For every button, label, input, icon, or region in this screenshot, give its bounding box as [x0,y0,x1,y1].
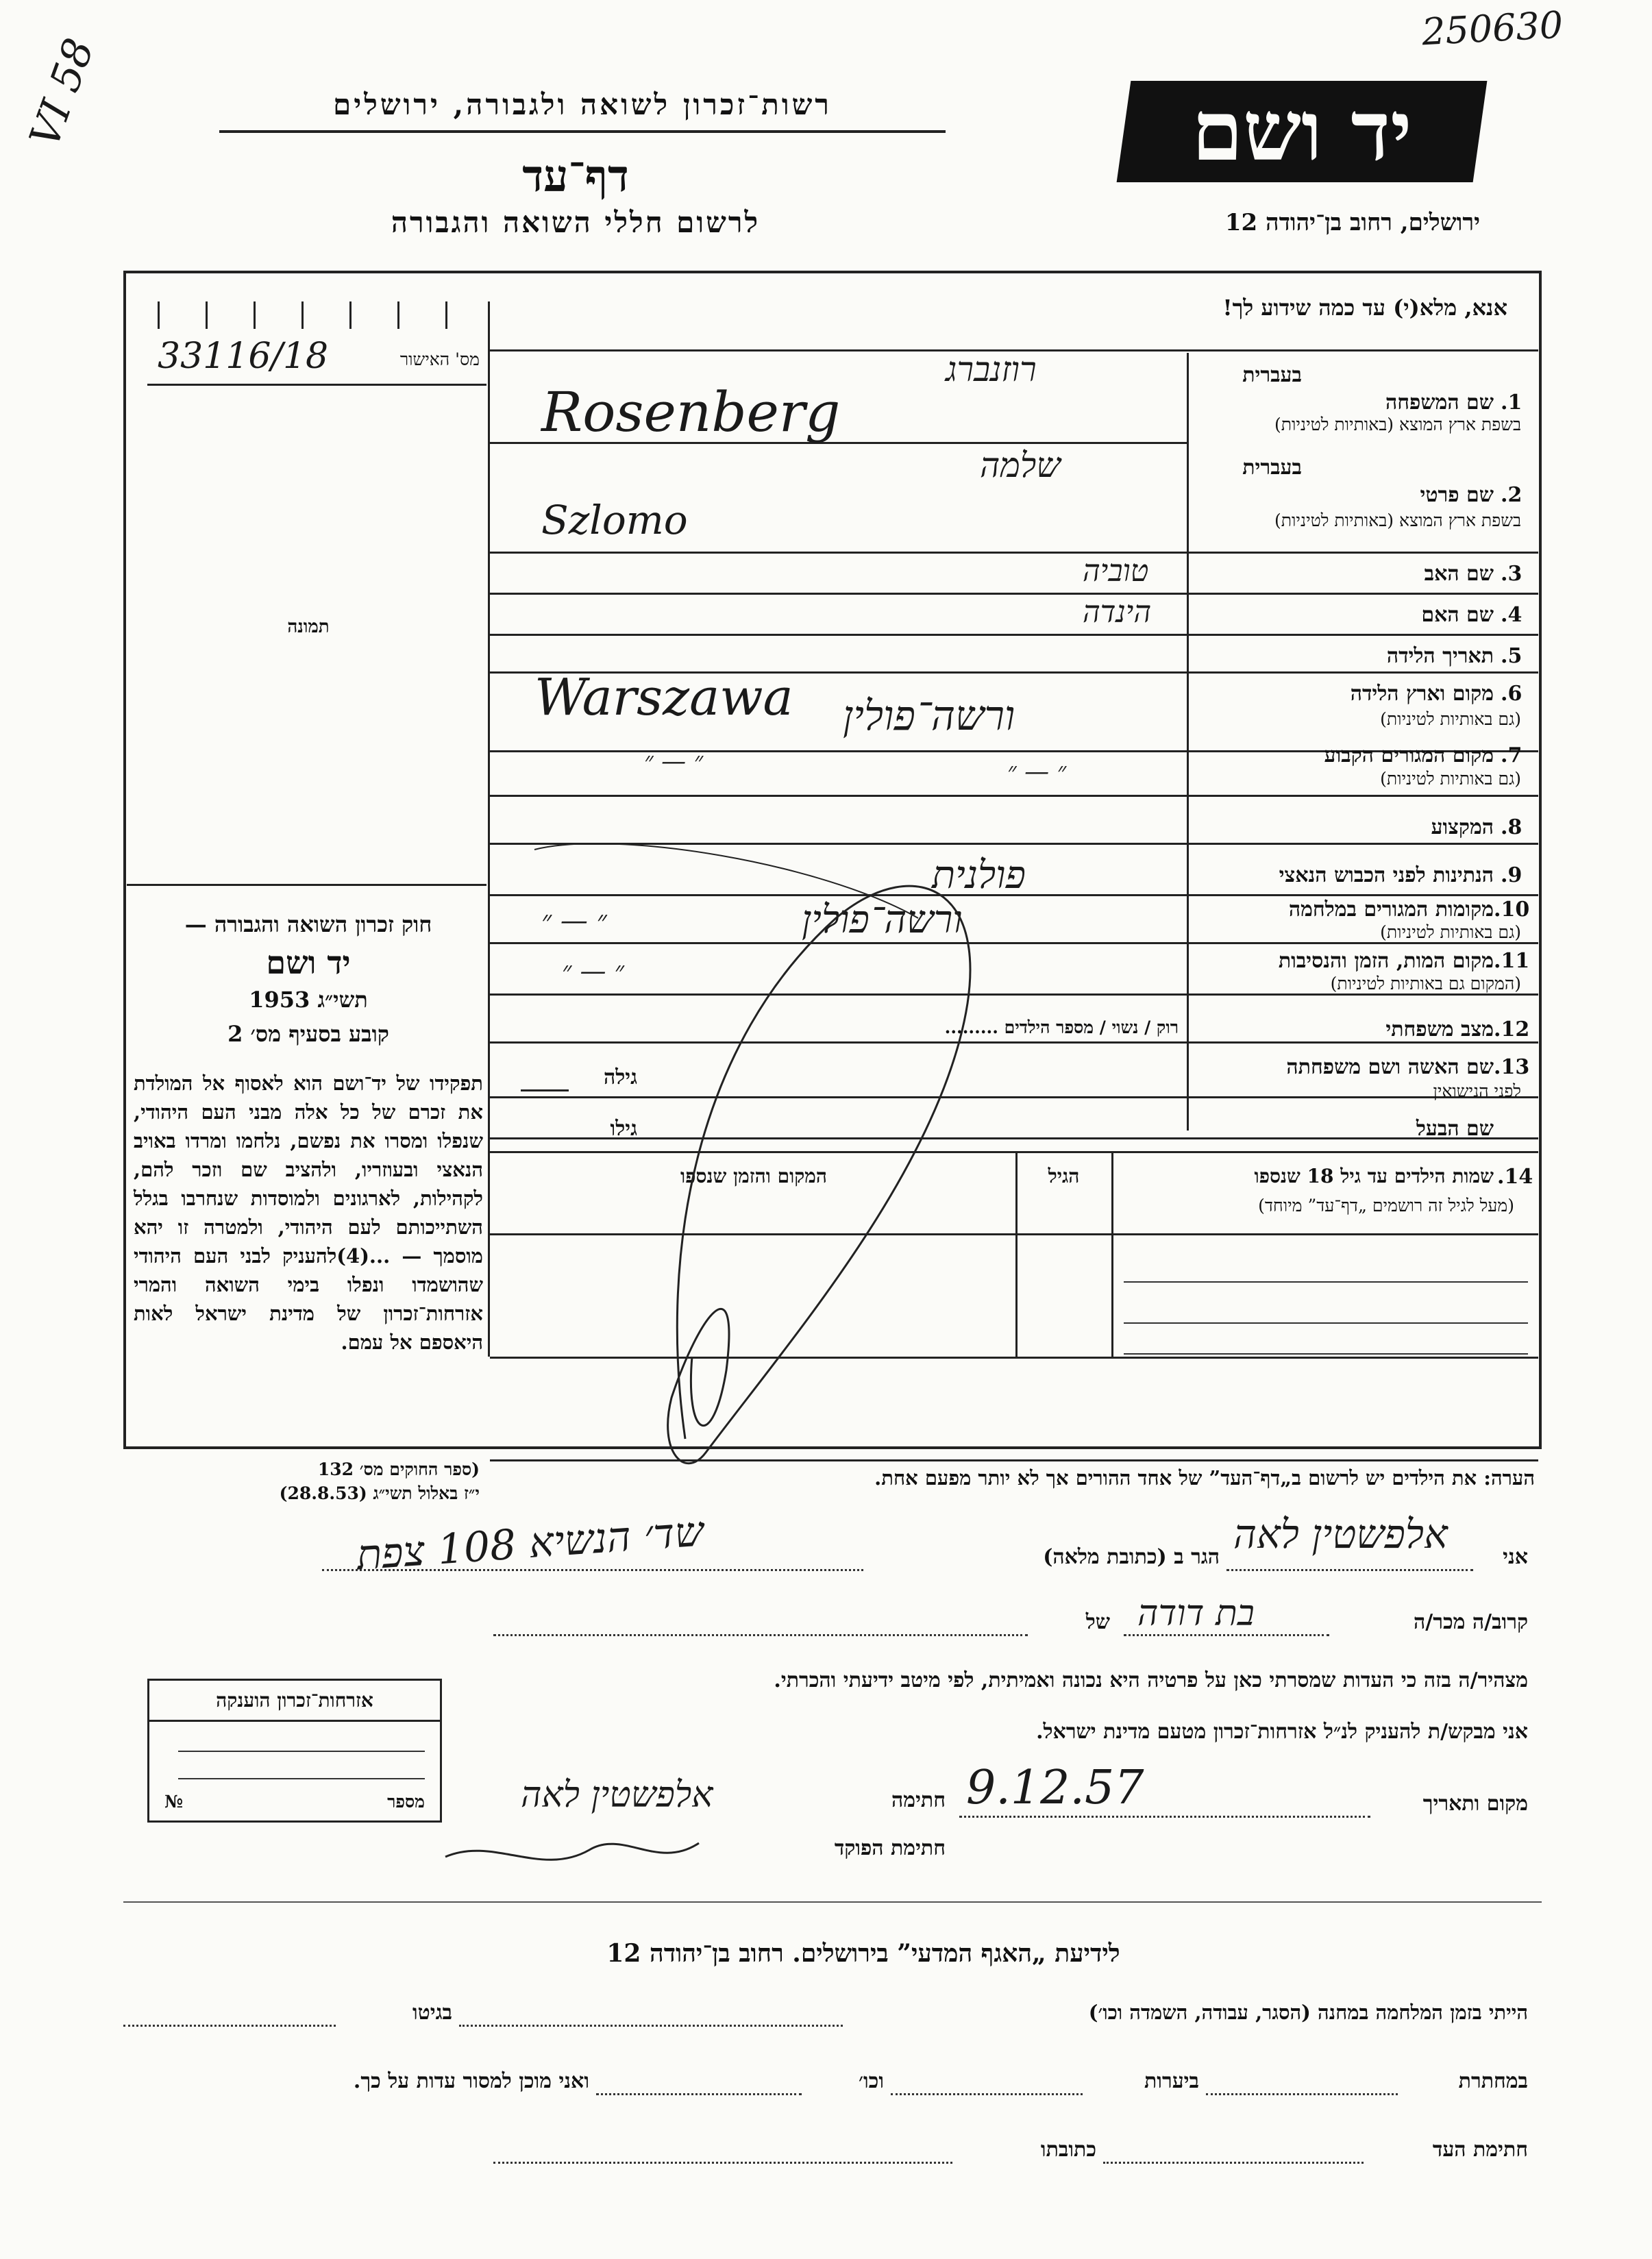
field-11-sub: (המקום גם באותיות לטיניות) [1330,974,1521,993]
footer-witness-sig: חתימת העד [1432,2138,1528,2162]
field-3-value[interactable]: טוביה [1083,554,1149,589]
field-4-label: שם האם [1421,603,1494,627]
field-7-label: מקום המגורים הקבוע [1324,743,1494,767]
field-7-sub: (גם באותיות לטיניות) [1380,769,1521,789]
field-6-value[interactable]: ורשה־פולין [843,692,1015,740]
children-label: שמות הילדים עד גיל 18 שנספו [1254,1165,1494,1187]
footer-line1: הייתי בזמן המלחמה במחנה (הסגר, עבודה, השמדה וכו׳) [1088,2001,1528,2024]
husband-label: שם הבעל [1416,1117,1494,1141]
official-signature-scribble [439,1823,713,1891]
signature-label: חתימה [891,1788,946,1812]
field-9-label: הנתינות לפני הכבוש הנאצי [1279,863,1494,887]
citizenship-number-label: מספר [387,1792,425,1812]
field-1-value-he[interactable]: רוזנברג [946,349,1037,389]
field-6-label: מקום וארץ הלידה [1350,682,1494,706]
field-10-value2[interactable]: ״ — ״ [541,905,607,937]
field-7-num: 7. [1501,743,1522,767]
law-ref-2: י״ז באלול תשי״ג (28.8.53) [279,1483,480,1503]
stamp-number: 250630 [1420,3,1564,54]
footer-title: לידיעת „האגף המדעי” בירושלים. רחוב בן־יהודה 12 [606,1939,1120,1968]
field-1-sub: בשפת ארץ המוצא (באותיות לטיניות) [1274,415,1521,434]
relative-label: קרוב/ה מכר/ה [1414,1610,1528,1634]
field-11-label: מקום המות, הזמן והנסיבות [1278,949,1494,973]
field-10-sub: (גם באותיות לטיניות) [1380,922,1521,942]
registration-number: 33116/18 [158,336,329,377]
field-8-label: המקצוע [1431,815,1494,839]
law-text: תפקידו של יד־ושם הוא לאסוף אל המולדת את זכרם של כל אלה מבני העם היהודי, שנפלו ומסרו את נפשם, נלחמו ומרדו באויב הנאצי ובעוזריו, ולהציב שם וזכר להם, לקהילות, לארגונים ולמוסדות שנחרבו בגלל השתייכותם לעם היהודי, ולמטרה זו יהא מוסמך — ...(4)להעניק לבני העם היהודי שהושמדו ונפלו בימי השואה והמרי אזרחות־זכרון של מדינת ישראל לאות היאספם אל עמם. [134,1072,483,1354]
field-13-sub: לפני הנישואין [1433,1081,1521,1101]
field-9-num: 9. [1501,863,1522,887]
form-purpose: לרשום חללי השואה והגבורה [391,206,761,239]
field-12-value: רוק / נשוי / מספר הילדים ......... [944,1017,1179,1037]
authority-title: רשות־זכרון לשואה ולגבורה, ירושלים [333,88,832,121]
children-age-col: הגיל [1048,1165,1080,1187]
field-4-value[interactable]: הינדה [1083,595,1152,630]
logo-text: יד ושם [1192,83,1412,180]
children-num: 14. [1497,1165,1533,1189]
husband-age-label: גילו [610,1117,637,1141]
field-7-value2[interactable]: ״ — ״ [1007,758,1067,786]
signature-value[interactable]: אלפשטין לאה [521,1775,713,1816]
law-ref-1: (ספר החוקים מס׳ 132 [317,1459,480,1479]
field-13-label: שם האשה ושם משפחתה [1286,1055,1494,1079]
address: ירושלים, רחוב בן־יהודה 12 [1224,209,1480,236]
field-2-sub: בשפת ארץ המוצא (באותיות לטיניות) [1274,510,1521,530]
field-10-num: 10. [1494,898,1530,922]
children-place-col: המקום והזמן שנספו [680,1165,827,1187]
witness-name-value[interactable]: אלפשטין לאה [1233,1511,1448,1557]
field-2-label: שם פרטי [1420,483,1494,507]
citizenship-title: אזרחות־זכרון הוענקה [216,1689,373,1712]
note: הערה: את הילדים יש לרשום ב„דף־העד” של אחד ההורים אך לא יותר מפעם אחת. [874,1466,1535,1490]
date-value[interactable]: 9.12.57 [966,1761,1144,1815]
witness-residing: הגר ב (כתובת מלאה) [1043,1545,1220,1569]
field-2-value-he[interactable]: שלמה [980,445,1061,485]
field-1-value-lat[interactable]: Rosenberg [541,380,841,444]
registration-label: מס' האישור [399,349,480,369]
field-10-value[interactable]: ורשה־פולין [802,898,963,942]
witness-address-value[interactable]: שד׳ הנשיא 108 צפת [355,1507,706,1580]
law-name: יד ושם [266,944,351,981]
declaration: מצהיר/ה בזה כי העדות שמסרתי כאן על פרטיה היא נכונה ואמיתית, לפי מיטב ידיעתי והכרתי. [774,1668,1528,1692]
of-label: של [1085,1610,1110,1634]
field-1-num: 1. [1501,391,1522,415]
field-5-num: 5. [1501,644,1522,668]
footer-etc: וכו׳ [859,2069,884,2093]
field-11-num: 11. [1494,949,1530,973]
place-date-label: מקום ותאריך [1422,1792,1528,1816]
footer-ghetto: בגיטו [412,2001,452,2025]
field-10-label: מקומות המגורים במלחמה [1288,898,1494,922]
field-9-value[interactable]: פולנית [932,853,1026,898]
field-2-num: 2. [1501,483,1522,507]
wife-age-label: גילה [603,1065,637,1089]
witness-ani: אני [1503,1545,1528,1569]
field-6-sub: (גם באותיות לטיניות) [1380,709,1521,729]
field-5-label: תאריך הלידה [1386,644,1494,668]
pen-scribble [480,836,1069,1521]
law-year: תשי״ג 1953 [249,987,368,1013]
field-1-hebrew-tag: בעברית [1242,363,1302,387]
field-2-hebrew-tag: בעברית [1242,456,1302,480]
official-label: חתימת הפוקד [834,1836,946,1860]
field-2-value-lat[interactable]: Szlomo [541,497,688,543]
field-4-num: 4. [1501,603,1522,627]
field-6-value-lat[interactable]: Warszawa [534,668,793,727]
field-8-num: 8. [1501,815,1522,839]
footer-ready: ואני מוכן למסור עדות על כך. [353,2069,589,2093]
law-title: חוק זכרון השואה והגבורה — [184,911,432,937]
law-clause: קובע בסעיף מס׳ 2 [227,1021,389,1047]
form-title: דף־עד [522,151,629,202]
field-6-num: 6. [1501,682,1522,706]
corner-mark: VI 58 [21,32,104,153]
footer-forests: ביערות [1144,2069,1199,2093]
field-3-num: 3. [1501,562,1522,586]
field-12-num: 12. [1494,1017,1530,1041]
request: אני מבקש/ת להעניק לנ״ל אזרחות־זכרון מטעם מדינת ישראל. [1036,1720,1528,1744]
footer-address: כתובתו [1040,2138,1096,2162]
field-12-label: מצב משפחתי [1385,1017,1494,1041]
field-1-label: שם המשפחה [1385,391,1494,415]
citizenship-number-symbol: № [164,1792,184,1812]
intro-text: אנא, מלא(י) עד כמה שידוע לך! [1222,295,1507,321]
field-11-value[interactable]: ״ — ״ [562,956,625,986]
relative-value[interactable]: בת דודה [1137,1593,1255,1634]
photo-label: תמונה [287,617,330,637]
children-sub: (מעל לגיל זה רושמים „דף־עד” מיוחד) [1258,1196,1514,1215]
field-3-label: שם האב [1424,562,1494,586]
footer-underground: במחתרת [1458,2069,1528,2093]
field-13-num: 13. [1494,1055,1530,1079]
field-7-value[interactable]: ״ — ״ [644,748,704,776]
